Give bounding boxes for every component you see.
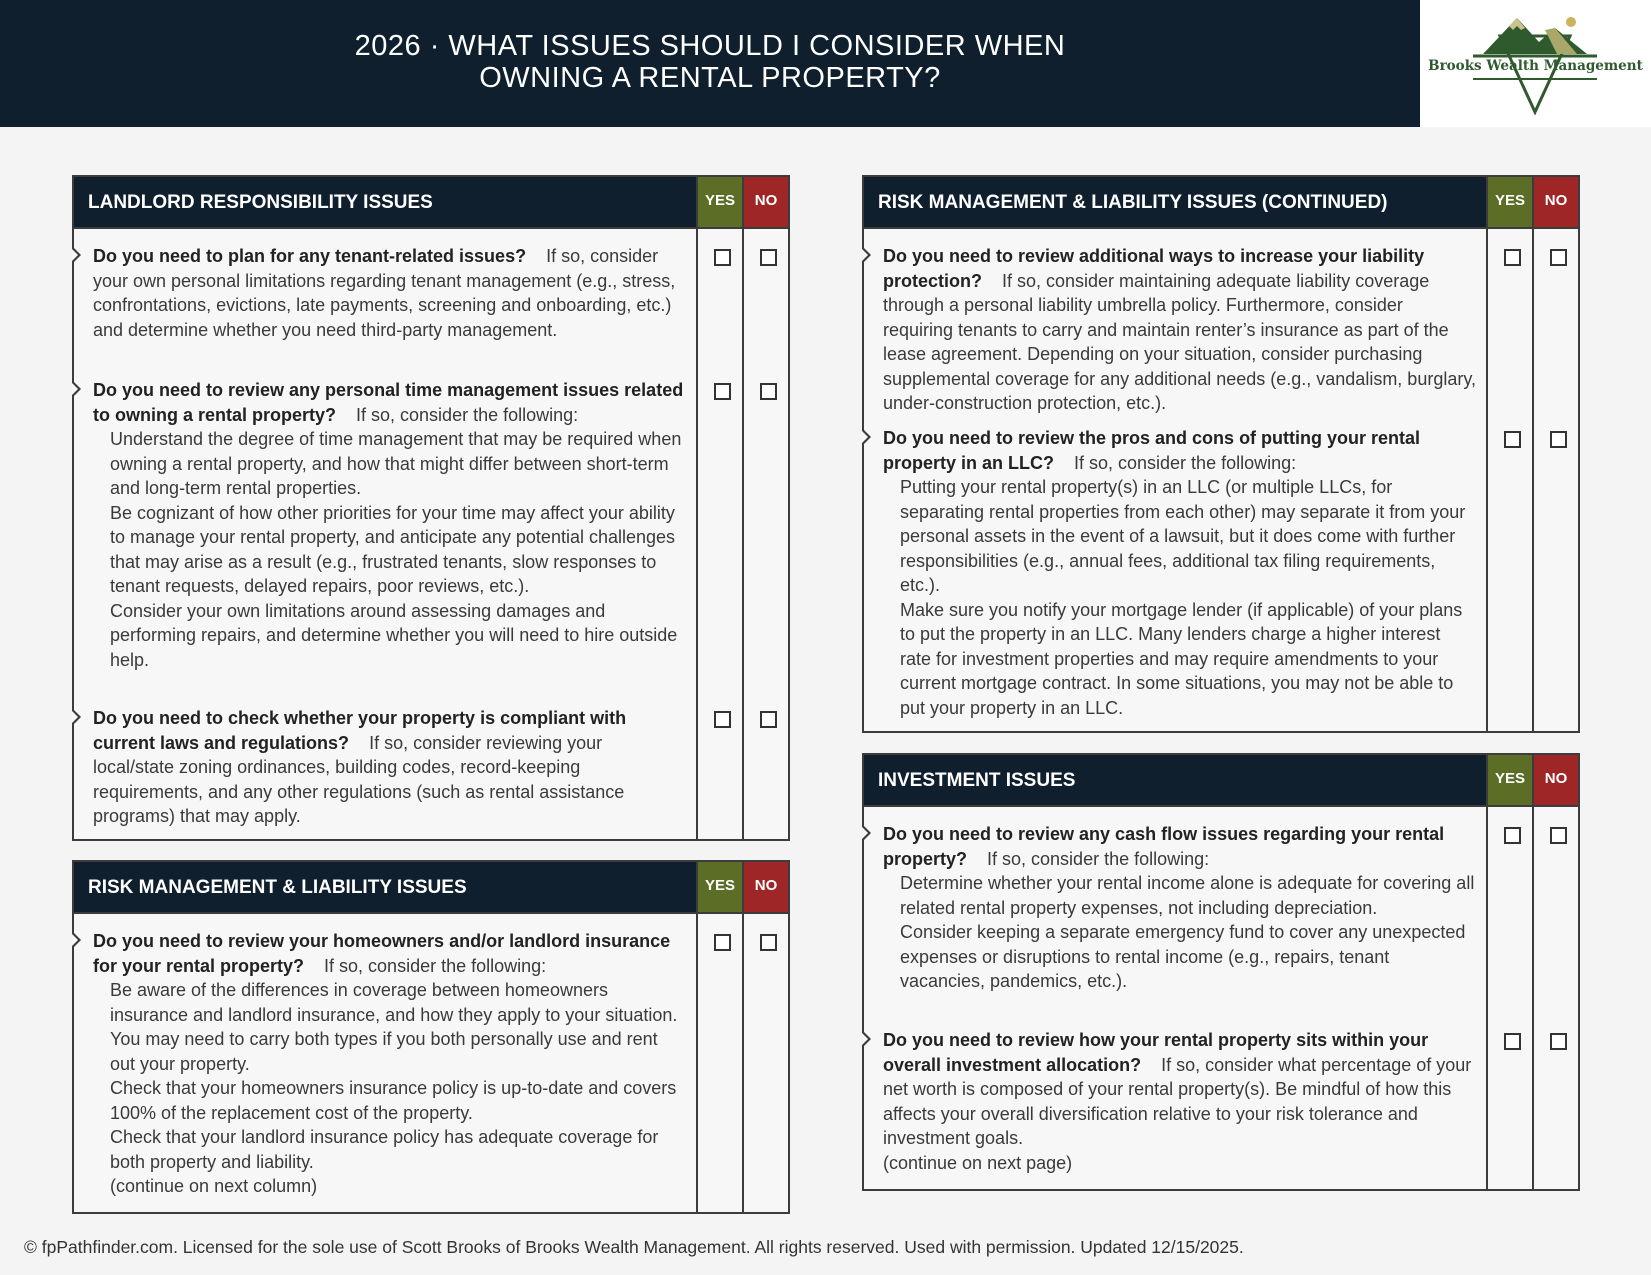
yes-checkbox[interactable]: [714, 249, 731, 266]
investment-issues-panel: [862, 753, 1580, 1191]
logo-text: Brooks Wealth Management: [1428, 58, 1643, 74]
no-column-header: NO: [742, 177, 788, 227]
item-text: [74, 706, 696, 829]
column-divider: [1486, 807, 1488, 1189]
no-checkbox[interactable]: [1550, 249, 1567, 266]
column-divider: [742, 229, 744, 839]
panel-header: [864, 177, 1578, 229]
item-question: Do you need to check whether your property is compliant with current laws and regulations?: [93, 708, 627, 753]
no-checkbox[interactable]: [760, 249, 777, 266]
column-divider: [1486, 229, 1488, 731]
column-divider: [696, 229, 698, 839]
checklist-item-time-management: [74, 378, 696, 672]
yes-checkbox[interactable]: [1504, 1033, 1521, 1050]
item-question: Do you need to review any cash flow issues regarding your rental property?: [883, 824, 1445, 869]
column-divider: [742, 914, 744, 1212]
sub-point: Consider your own limitations around assessing damages and performing repairs, and determine whether you will need to hire outside help.: [110, 600, 678, 670]
sub-point: Putting your rental property(s) in an LLC (or multiple LLCs, for separating rental properties from each other) may separate it from your personal assets in the event of a lawsuit, but it does come with further responsibilities (e.g., annual fees, additional tax filing requirements, etc.).: [900, 477, 1466, 595]
item-question: Do you need to review how your rental property sits within your overall investment allocation?: [883, 1030, 1429, 1075]
chevron-right-icon: [862, 824, 871, 842]
column-divider: [1532, 807, 1534, 1189]
footer-copyright: © fpPathfinder.com. Licensed for the sole use of Scott Brooks of Brooks Wealth Management. All rights reserved. Used with permission. Updated 12/15/2025.: [24, 1237, 1244, 1257]
item-text: [864, 1028, 1486, 1175]
no-checkbox[interactable]: [1550, 431, 1567, 448]
yes-checkbox[interactable]: [714, 934, 731, 951]
item-body: If so, consider the following:: [987, 848, 1210, 869]
panel-header: [864, 755, 1578, 807]
checklist-item-llc: [864, 426, 1486, 720]
no-column-header: NO: [1532, 177, 1578, 227]
yes-column-header: YES: [696, 862, 742, 912]
yes-column-header: YES: [1486, 177, 1532, 227]
chevron-right-icon: [72, 246, 81, 264]
sub-point: Understand the degree of time management that may be required when owning a rental property, and how that might differ between short-term and long-term rental properties.: [110, 429, 682, 498]
sub-point: Check that your homeowners insurance policy is up-to-date and covers 100% of the replacement cost of the property.: [110, 1078, 677, 1123]
chevron-right-icon: [72, 931, 81, 949]
yes-checkbox[interactable]: [1504, 827, 1521, 844]
sub-point: Check that your landlord insurance policy has adequate coverage for both property and liability.: [110, 1127, 659, 1172]
panel-title: LANDLORD RESPONSIBILITY ISSUES: [88, 192, 433, 213]
continue-note: (continue on next page): [883, 1152, 1073, 1173]
panel-header: [74, 177, 788, 229]
item-body: If so, consider the following:: [324, 955, 547, 976]
no-checkbox[interactable]: [1550, 827, 1567, 844]
item-body: If so, consider what percentage of your net worth is composed of your rental property(s). Be mindful of how this affects your overall diversification relative to your risk tolerance and investment goals.: [883, 1054, 1472, 1148]
no-column-header: NO: [1532, 755, 1578, 805]
yes-checkbox[interactable]: [1504, 249, 1521, 266]
no-checkbox[interactable]: [760, 711, 777, 728]
panel-title: RISK MANAGEMENT & LIABILITY ISSUES: [88, 877, 467, 898]
sub-point: Consider keeping a separate emergency fund to cover any unexpected expenses or disruptions to rental income (e.g., repairs, tenant vacancies, pandemics, etc.).: [900, 922, 1466, 991]
no-checkbox[interactable]: [1550, 1033, 1567, 1050]
yes-checkbox[interactable]: [714, 383, 731, 400]
item-body: If so, consider maintaining adequate liability coverage through a personal liability umbrella policy. Furthermore, consider requiring tenants to carry and maintain renter’s insurance as part of the lease agreement. Depending on your situation, consider purchasing supplemental coverage for any additional needs (e.g., vandalism, burglary, under-construction protection, etc.).: [883, 270, 1477, 413]
brand-logo: [1420, 0, 1651, 127]
page-title-line-1: 2026 · WHAT ISSUES SHOULD I CONSIDER WHEN: [354, 30, 1066, 62]
yes-checkbox[interactable]: [1504, 431, 1521, 448]
risk-management-continued-panel: [862, 175, 1580, 733]
risk-management-panel: [72, 860, 790, 1214]
checklist-item-investment-allocation: [864, 1028, 1486, 1175]
yes-column-header: YES: [696, 177, 742, 227]
page-title-line-2: OWNING A RENTAL PROPERTY?: [479, 62, 941, 94]
item-body: If so, consider the following:: [1074, 452, 1297, 473]
checklist-item-compliance: [74, 706, 696, 829]
item-text: [864, 426, 1486, 720]
chevron-right-icon: [862, 428, 871, 446]
yes-checkbox[interactable]: [714, 711, 731, 728]
column-divider: [696, 914, 698, 1212]
item-body: If so, consider reviewing your local/state zoning ordinances, building codes, record-keeping requirements, and any other regulations (such as rental assistance programs) that may apply.: [93, 732, 625, 826]
no-checkbox[interactable]: [760, 383, 777, 400]
yes-column-header: YES: [1486, 755, 1532, 805]
item-text: [74, 929, 696, 1199]
checklist-item-cash-flow: [864, 822, 1486, 994]
item-text: [74, 244, 696, 342]
landlord-responsibility-panel: [72, 175, 790, 841]
sub-point: Determine whether your rental income alone is adequate for covering all related rental property expenses, not including depreciation.: [900, 873, 1475, 918]
item-question: Do you need to review your homeowners and/or landlord insurance for your rental property?: [93, 931, 671, 976]
panel-header: [74, 862, 788, 914]
panel-title: RISK MANAGEMENT & LIABILITY ISSUES (CONTINUED): [878, 192, 1388, 213]
item-question: Do you need to plan for any tenant-related issues?: [93, 246, 527, 266]
item-text: [74, 378, 696, 672]
continue-note: (continue on next column): [110, 1176, 318, 1196]
chevron-right-icon: [72, 708, 81, 726]
sub-point: Be aware of the differences in coverage between homeowners insurance and landlord insurance, and how they apply to your situation. You may need to carry both types if you both personally use and rent out your property.: [110, 980, 678, 1074]
no-checkbox[interactable]: [760, 934, 777, 951]
panel-title: INVESTMENT ISSUES: [878, 770, 1076, 791]
no-column-header: NO: [742, 862, 788, 912]
checklist-item-homeowners-insurance: [74, 929, 696, 1199]
sub-point: Make sure you notify your mortgage lender (if applicable) of your plans to put the property in an LLC. Many lenders charge a higher interest rate for investment properties and may require amendments to your current mortgage contract. In some situations, you may not be able to put your property in an LLC.: [900, 599, 1463, 718]
item-text: [864, 822, 1486, 994]
item-text: [864, 244, 1486, 416]
item-question: Do you need to review additional ways to increase your liability protection?: [883, 246, 1425, 291]
chevron-right-icon: [862, 1030, 871, 1048]
item-body: If so, consider your own personal limitations regarding tenant management (e.g., stress, confrontations, evictions, late payments, screening and onboarding, etc.) and determine whether you need third-party management.: [93, 246, 676, 340]
page-title: [0, 30, 1420, 94]
item-question: Do you need to review any personal time management issues related to owning a rental property?: [93, 380, 684, 425]
item-body: If so, consider the following:: [356, 404, 579, 425]
page-header: [0, 0, 1420, 127]
checklist-item-liability-protection: [864, 244, 1486, 416]
item-question: Do you need to review the pros and cons of putting your rental property in an LLC?: [883, 428, 1421, 473]
sub-point: Be cognizant of how other priorities for your time may affect your ability to manage your rental property, and anticipate any potential challenges that may arise as a result (e.g., frustrated tenants, slow responses to tenant requests, delayed repairs, poor reviews, etc.).: [110, 502, 676, 596]
chevron-right-icon: [72, 380, 81, 398]
column-divider: [1532, 229, 1534, 731]
chevron-right-icon: [862, 246, 871, 264]
checklist-item-tenant-issues: [74, 244, 696, 342]
